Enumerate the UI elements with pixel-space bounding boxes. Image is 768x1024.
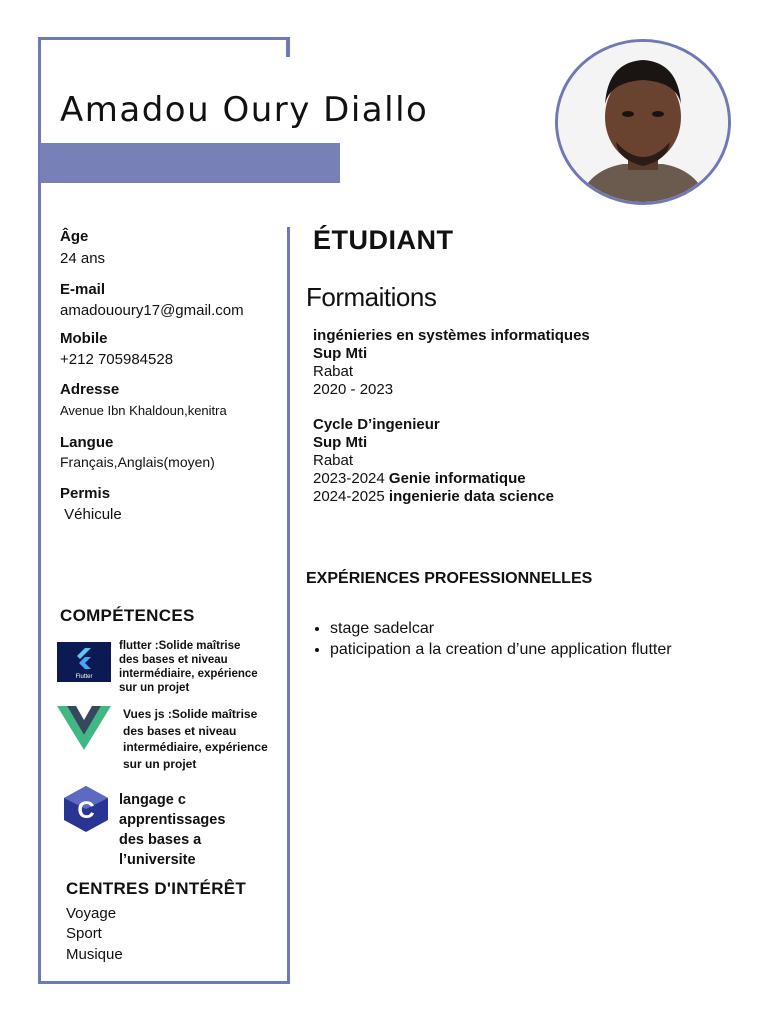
education-entry-1 [313,327,590,399]
list-item: • stage sadelcar [330,618,712,639]
mobile-label: Mobile [60,330,108,347]
interest-item: Musique [66,946,123,963]
skill-vue-text: Vues js :Solide maîtrise des bases et niveau intermédiaire, expérience sur un projet [123,707,268,771]
address-value: Avenue Ibn Khaldoun,kenitra [60,403,227,418]
vue-icon [57,706,111,750]
email-value: amadououry17@gmail.com [60,302,244,319]
candidate-name: Amadou Oury Diallo [60,90,429,130]
email-label: E-mail [60,281,106,298]
experience-list [310,618,712,660]
field: ingenierie data science [388,488,554,505]
language-value: Français,Anglais(moyen) [60,454,215,470]
education-entry-2 [313,416,554,506]
field: Genie informatique [388,470,526,487]
profile-photo [555,39,731,205]
dates: 2020 - 2023 [313,381,394,398]
age-value: 24 ans [60,250,106,267]
license-value: Véhicule [60,506,122,523]
accent-band [40,143,340,183]
school: Sup Mti [313,434,368,451]
flutter-icon [57,642,111,682]
city: Rabat [313,452,354,469]
license-label: Permis [60,485,111,502]
address-label: Adresse [60,381,120,398]
skill-c-text: langage c apprentissages des bases a l’universite [119,792,226,868]
city: Rabat [313,363,354,380]
school: Sup Mti [313,345,368,362]
age-label: Âge [60,228,89,245]
degree: Cycle D’ingenieur [313,416,440,433]
interest-item: Sport [66,925,102,942]
period: 2024-2025 [313,488,385,505]
formations-title: Formaitions [306,282,437,312]
list-item: • paticipation a la creation d’une application flutter [330,639,712,660]
mobile-value: +212 705984528 [60,351,174,368]
c-language-icon [64,786,108,832]
skills-title: COMPÉTENCES [60,606,195,625]
skill-flutter-text: flutter :Solide maîtrise des bases et niveau intermédiaire, expérience sur un projet [119,640,258,694]
degree: ingénieries en systèmes informatiques [313,327,590,344]
flutter-caption: Flutter [75,674,93,680]
language-label: Langue [60,434,114,451]
c-logo-glyph: C [77,797,95,824]
period: 2023-2024 [313,470,385,487]
interest-item: Voyage [66,905,117,922]
frame-top-stub [286,37,289,57]
interests-title: CENTRES D'INTÉRÊT [66,879,247,898]
experience-title: EXPÉRIENCES PROFESSIONNELLES [306,570,593,587]
frame-gap [284,57,292,227]
job-title: ÉTUDIANT [313,225,454,255]
frame-top-border [38,37,289,40]
